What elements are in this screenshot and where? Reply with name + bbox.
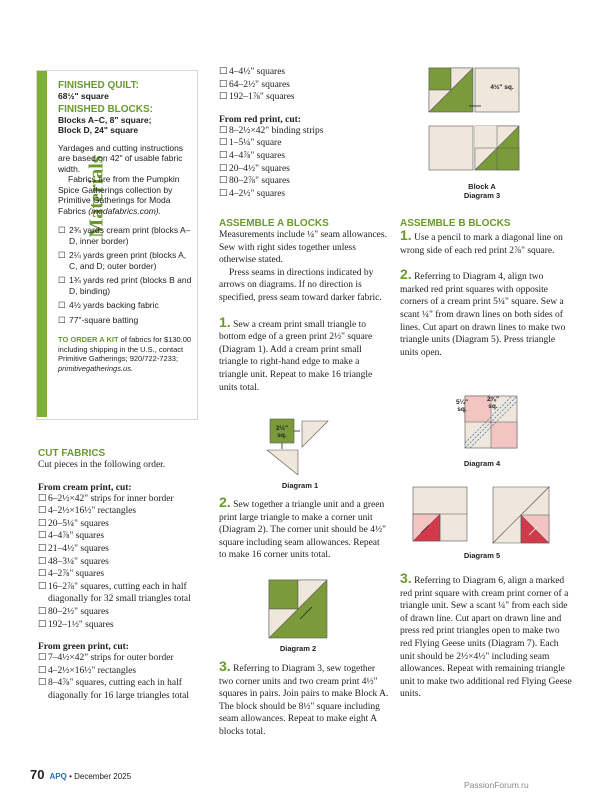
- red-square: [491, 422, 517, 448]
- step-number: 3.: [400, 570, 412, 586]
- block-a: [429, 126, 519, 170]
- cream-heading: From cream print, cut:: [38, 482, 132, 493]
- checkbox-icon: ☐: [219, 163, 228, 174]
- cream-list: [38, 493, 208, 632]
- step-number: 2.: [400, 266, 412, 283]
- diagram1-size-label: 2½" sq.: [275, 425, 289, 439]
- cut-fabrics-section: [38, 448, 208, 703]
- cream-triangle-bottom: [267, 450, 298, 475]
- green-list-continued: [219, 66, 391, 104]
- cut-item: ☐ 6–2½×42" strips for inner border: [38, 493, 174, 504]
- checkbox-icon: ☐: [38, 518, 47, 529]
- assemble-a-section: [219, 218, 389, 394]
- green-center: [269, 580, 298, 609]
- checkbox-icon: ☐: [219, 79, 228, 90]
- green-list: [38, 652, 208, 702]
- checkbox-icon: ☐: [219, 125, 228, 136]
- assemble-a-intro1: Measurements include ¼" seam allowances. Sew with right sides together unless otherwise stated.: [219, 230, 387, 266]
- step-number: 2.: [219, 494, 231, 510]
- checkbox-icon: ☐: [58, 275, 66, 285]
- cut-item: ☐ 8–2½×42" binding strips: [219, 125, 324, 136]
- cut-item: ☐ 8–4⅞" squares, cutting each in half diagonally for 16 large triangles total: [38, 678, 189, 701]
- checkbox-icon: ☐: [38, 653, 47, 664]
- checkbox-icon: ☐: [38, 665, 47, 676]
- kit-label: TO ORDER A KIT: [58, 335, 119, 344]
- kit-info: [58, 335, 192, 373]
- checkbox-icon: ☐: [219, 92, 228, 103]
- checkbox-icon: ☐: [38, 569, 47, 580]
- assemble-a-step3-block: [219, 660, 389, 739]
- cut-item: ☐ 48–3¼" squares: [38, 556, 109, 567]
- checkbox-icon: ☐: [38, 543, 47, 554]
- materials-item: ☐ 77"-square batting: [58, 314, 139, 325]
- materials-item: ☐ 2¼ yards green print (blocks A, C, and D; outer border): [58, 250, 187, 271]
- materials-content: [58, 80, 192, 373]
- diagram3-size-label: 4½" sq.: [490, 84, 514, 91]
- finished-blocks-label: FINISHED BLOCKS:: [58, 103, 153, 115]
- finished-quilt-label: FINISHED QUILT:: [58, 80, 139, 91]
- checkbox-icon: ☐: [58, 250, 66, 260]
- cut-item: ☐ 80–2⅞" squares: [219, 176, 290, 187]
- cut-fabrics-intro: Cut pieces in the following order.: [38, 460, 166, 470]
- assemble-b-step2: 2. Referring to Diagram 4, align two marked red print squares with opposite corners of a cream print 5¼" square. Sew a scant ¼" from drawn lines on both sides of lines. Cut apart on drawn lines to make two triangle units (Diagram 5). Press triangle units open.: [400, 266, 566, 358]
- cut-fabrics-heading: CUT FABRICS: [38, 448, 106, 459]
- cut-item: ☐ 4–2⅞" squares: [38, 569, 105, 580]
- cut-item: ☐ 4–4⅞" squares: [38, 531, 105, 542]
- assemble-b-section: [400, 218, 572, 359]
- cut-item: ☐ 4–2½×16½" rectangles: [38, 506, 137, 517]
- diagram3-caption-block: Block A: [468, 182, 496, 191]
- checkbox-icon: ☐: [219, 138, 228, 149]
- checkbox-icon: ☐: [219, 150, 228, 161]
- materials-item: ☐ 4½ yards backing fabric: [58, 300, 159, 310]
- cut-item: ☐ 4–4⅞" squares: [219, 150, 286, 161]
- cut-item: ☐ 21–4½" squares: [38, 543, 109, 554]
- column-two-cut-list: [219, 66, 391, 200]
- diagram5-caption: Diagram 5: [463, 551, 501, 560]
- materials-intro: Yardages and cutting instructions are based on 42" of usable fabric width.: [58, 142, 184, 174]
- cut-item: ☐ 64–2½" squares: [219, 79, 290, 90]
- diagram1-caption: Diagram 1: [281, 481, 319, 490]
- fabric-url: (modafabrics.com).: [88, 205, 161, 216]
- diagram-5: [411, 485, 556, 545]
- step-number: 1.: [219, 313, 231, 330]
- step-number: 3.: [219, 658, 231, 674]
- red-heading: From red print, cut:: [219, 114, 301, 125]
- assemble-a-heading: ASSEMBLE A BLOCKS: [219, 218, 329, 229]
- watermark: PassionForum.ru: [464, 780, 529, 790]
- checkbox-icon: ☐: [58, 300, 66, 310]
- checkbox-icon: ☐: [219, 67, 228, 77]
- checkbox-icon: ☐: [38, 506, 47, 517]
- triangle-unit-right: [493, 487, 549, 543]
- cut-item: ☐ 20–4½" squares: [219, 163, 290, 174]
- checkbox-icon: ☐: [219, 176, 228, 187]
- assemble-a-step3: 3. Referring to Diagram 3, sew together two corner units and two cream print 4½" squares in pairs. Join pairs to make Block A. The block should be 8½" square including seam allowances. Repeat to make eight A blocks total.: [219, 658, 389, 737]
- diagram3-caption: Diagram 3: [463, 191, 501, 200]
- assemble-a-step2: 2. Sew together a triangle unit and a green print large triangle to make a corner unit (Diagram 2). The corner unit should be 4½" square including seam allowances. Repeat to make 16 corner units total.: [219, 494, 387, 561]
- green-heading: From green print, cut:: [38, 642, 129, 653]
- assemble-a-step2-block: [219, 496, 389, 562]
- checkbox-icon: ☐: [38, 531, 47, 542]
- checkbox-icon: ☐: [38, 606, 47, 617]
- step-number: 1.: [400, 227, 412, 243]
- checkbox-icon: ☐: [219, 188, 228, 199]
- cut-item: ☐ 1–5¼" square: [219, 138, 282, 149]
- materials-list: [58, 225, 192, 325]
- fabric-note-text: Fabrics are from the Pumpkin Spice Gatherings collection by Primitive Gatherings for Moda Fabrics: [58, 174, 180, 216]
- cut-item: ☐ 80–2½" squares: [38, 606, 109, 617]
- diagram4-caption: Diagram 4: [463, 459, 501, 468]
- materials-item: ☐ 2¾ yards cream print (blocks A–D, inner border): [58, 225, 191, 246]
- cut-item: ☐ 16–2⅞" squares, cutting each in half diagonally for 32 small triangles total: [38, 581, 191, 605]
- diagram4-size-label-1: 5¼" sq.: [455, 399, 469, 413]
- checkbox-icon: ☐: [38, 619, 47, 630]
- red-list: [219, 125, 391, 201]
- checkbox-icon: ☐: [58, 314, 66, 325]
- triangle-unit-left: [413, 487, 467, 541]
- cut-item: ☐ 4–4½" squares: [219, 67, 286, 77]
- assemble-b-step1: 1. Use a pencil to mark a diagonal line on wrong side of each red print 2⅞" square.: [400, 227, 563, 256]
- assemble-b-heading: ASSEMBLE B BLOCKS: [400, 218, 511, 229]
- materials-fabric-note: [58, 174, 192, 216]
- cut-item: ☐ 192–1⅞" squares: [219, 92, 295, 103]
- cut-item: ☐ 192–1½" squares: [38, 619, 114, 630]
- cut-item: ☐ 20–5¼" squares: [38, 518, 109, 529]
- diagram-2: [268, 579, 328, 639]
- finished-blocks-line1: Blocks A–C, 8" square;: [58, 114, 152, 125]
- materials-accent-bar: [37, 71, 47, 417]
- finished-quilt-value: 68½" square: [58, 91, 109, 101]
- assemble-b-step3-block: [400, 572, 572, 701]
- assemble-b-step3: 3. Referring to Diagram 6, align a marked red print square with cream print corner of a triangle unit. Sew a scant ¼" from each side of drawn line. Cut apart on drawn line and press red print triangles open to make two red Flying Geese units (Diagram 7). Each unit should be 2½×4½" including seam allowances. Repeat with remaining triangle unit to make two additional red Flying Geese units.: [400, 570, 572, 700]
- page-number: 70: [30, 767, 45, 782]
- finished-blocks-line2: Block D, 24" square: [58, 125, 139, 135]
- kit-url: primitivegatherings.us.: [58, 363, 134, 373]
- materials-item: ☐ 1¾ yards red print (blocks B and D, binding): [58, 275, 192, 296]
- assemble-a-step1: 1. Sew a cream print small triangle to bottom edge of a green print 2½" square (Diagram 1). Add a cream print small triangle to right-hand edge to make a triangle unit. Repeat to make 16 triangle units total.: [219, 313, 373, 393]
- page-footer: [30, 767, 131, 782]
- magazine-name: APQ: [49, 772, 67, 781]
- checkbox-icon: ☐: [38, 581, 47, 592]
- diagram2-caption: Diagram 2: [279, 644, 317, 653]
- cut-item: ☐ 4–2½" squares: [219, 188, 286, 199]
- checkbox-icon: ☐: [38, 493, 47, 504]
- materials-side-label: Materials: [85, 155, 108, 238]
- diagram4-size-label-2: 2⅞" sq.: [486, 396, 500, 410]
- assemble-a-intro2: Press seams in directions indicated by arrows on diagrams. If no direction is specified, press seam toward darker fabric.: [219, 267, 382, 303]
- checkbox-icon: ☐: [58, 225, 66, 235]
- cut-item: ☐ 4–2½×16½" rectangles: [38, 665, 137, 676]
- issue-date: • December 2025: [66, 772, 132, 781]
- checkbox-icon: ☐: [38, 556, 47, 567]
- cut-item: ☐ 7–4½×42" strips for outer border: [38, 653, 174, 664]
- cream-triangle-right: [302, 421, 328, 447]
- kit-text: of fabrics for $130.00 including shipping in the U.S., contact Primitive Gatherings; 920/722-7233;: [58, 335, 192, 363]
- checkbox-icon: ☐: [38, 678, 47, 689]
